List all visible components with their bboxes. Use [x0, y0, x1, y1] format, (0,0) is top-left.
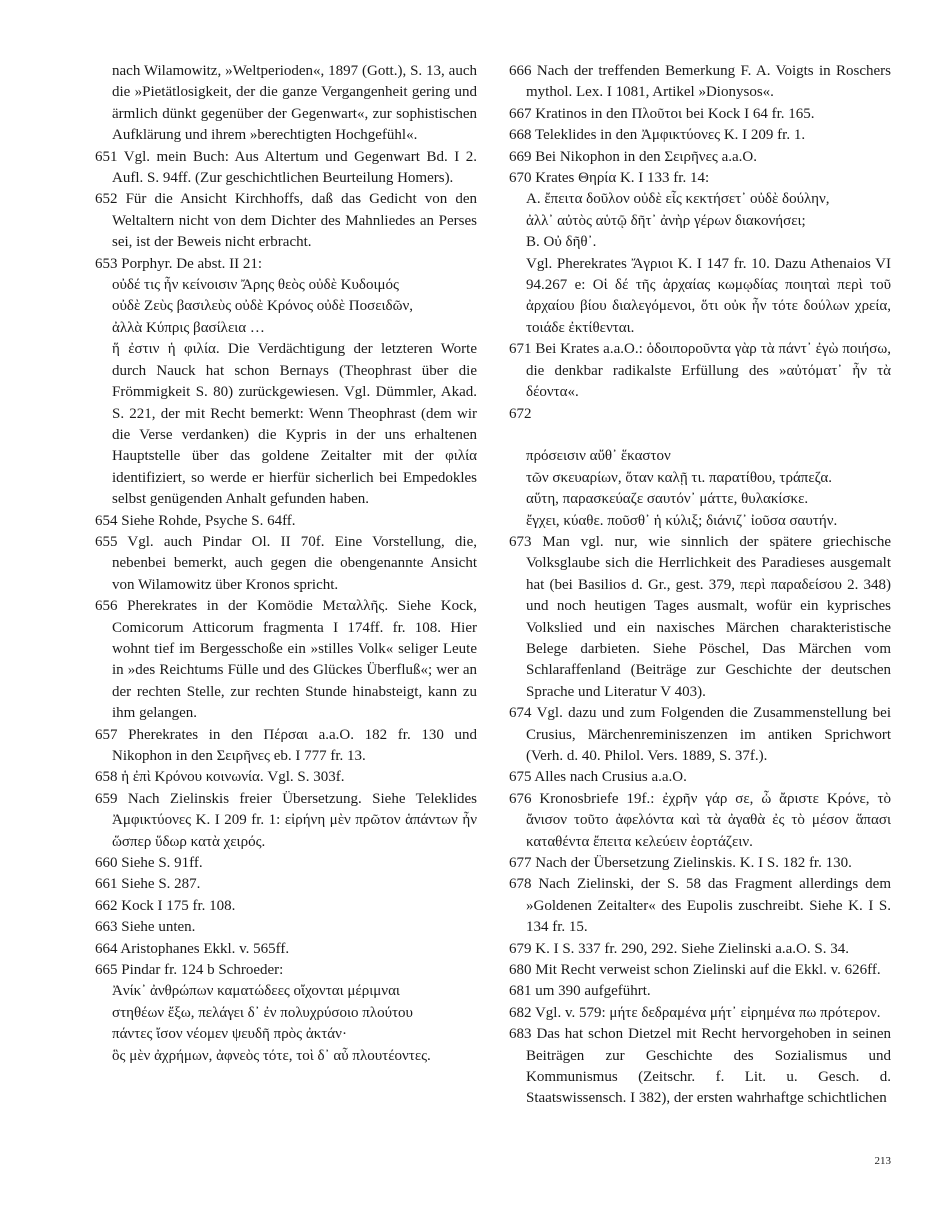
footnote-text: 669 Bei Nikophon in den Σειρῆνες a.a.O. — [509, 148, 757, 165]
footnote — [95, 896, 477, 917]
footnote — [509, 789, 891, 853]
footnote-text: 665 Pindar fr. 124 b Schroeder: — [95, 962, 284, 979]
footnote-text: 668 Teleklides in den Ἀμφικτύονες K. I 209 fr. 1. — [509, 127, 806, 144]
footnote-text-continued: Vgl. Pherekrates Ἄγριοι K. I 147 fr. 10. Dazu Athenaios VI 94.267 e: Οἱ δέ τῆς ἀρχαίας κωμῳδίας ποιηταὶ περὶ τοῦ ἀρχαίου βίου διαλεγόμενοι, ὅτι οὐκ ἦν τότε δούλων χρεία, τοιάδε ἐκτίθενται. — [526, 255, 891, 336]
footnote-text: 672 — [509, 405, 532, 422]
footnote — [509, 147, 891, 168]
footnote — [509, 939, 891, 960]
footnote — [95, 917, 477, 938]
footnote-text: 654 Siehe Rohde, Psyche S. 64ff. — [95, 512, 296, 529]
footnote-text: 657 Pherekrates in den Πέρσαι a.a.O. 182 fr. 130 und Nikophon in den Σειρῆνες eb. I 777 fr. 13. — [95, 726, 477, 764]
footnote-text: 676 Kronosbriefe 19f.: ἐχρῆν γάρ σε, ὦ ἄριστε Κρόνε, τὸ ἄνισον τοῦτο ἀφελόντα καὶ τὰ ἀγαθὰ ἐς τὸ μέσον ἅπασι καταθέντα ἔπειτα κελεύειν ἑορτάζειν. — [509, 790, 891, 850]
footnote-continuation — [95, 61, 477, 147]
quoted-verse-line: οὐδέ τις ἦν κείνοισιν Ἄρης θεὸς οὐδὲ Κυδοιμός — [112, 277, 399, 294]
quoted-verse-line: B. Οὐ δῆθ᾽. — [526, 234, 597, 251]
quoted-verse-line: πρόσεισιν αὔθ᾽ ἕκαστον — [526, 448, 671, 465]
footnote-text: 661 Siehe S. 287. — [95, 876, 201, 893]
footnote — [509, 532, 891, 703]
footnote-text: 659 Nach Zielinskis freier Übersetzung. Siehe Teleklides Ἀμφικτύονες K. I 209 fr. 1: εἰρήνη μὲν πρῶτον ἁπάντων ἦν ὥσπερ ὕδωρ κατὰ χειρός. — [95, 790, 477, 850]
footnote-text: 653 Porphyr. De abst. II 21: — [95, 255, 263, 272]
footnote — [509, 61, 891, 104]
quoted-verse-line: αὕτη, παρασκεύαζε σαυτόν᾽ μάττε, θυλακίσκε. — [526, 491, 809, 508]
footnote — [95, 189, 477, 253]
footnote — [95, 874, 477, 895]
footnote-text: 670 Krates Θηρία K. I 133 fr. 14: — [509, 170, 710, 187]
footnote-text: 651 Vgl. mein Buch: Aus Altertum und Gegenwart Bd. I 2. Aufl. S. 94ff. (Zur geschichtlichen Beurteilung Homers). — [95, 148, 477, 187]
quoted-verse-line: στηθέων ἔξω, πελάγει δ᾽ ἐν πολυχρύσοιο πλούτου — [112, 1004, 413, 1021]
footnote-text: 677 Nach der Übersetzung Zielinskis. K. I S. 182 fr. 130. — [509, 855, 852, 872]
footnote-text: 655 Vgl. auch Pindar Ol. II 70f. Eine Vorstellung, die, nebenbei bemerkt, auch gegen die obengenannte Ansicht von Wilamowitz über Kronos spricht. — [95, 533, 477, 593]
footnote — [95, 939, 477, 960]
footnote-text-continued: ἥ ἐστιν ἡ φιλία. Die Verdächtigung der letzteren Worte durch Nauck hat schon Bernays (Theophrast über die Frömmigkeit S. 80) zurückgewiesen. Vgl. Dümmler, Akad. S. 221, der mit Recht bemerkt: Wenn Theophrast (dem wir die Verse verdanken) die Kypris in der uns erhaltenen Hauptstelle über das goldene Zeitalter mit der φιλία identifiziert, so werde er hierfür sicherlich bei Empedokles selbst genügenden Anhalt gefunden haben. — [112, 341, 477, 508]
footnote-text: 673 Man vgl. nur, wie sinnlich der spätere griechische Volksglaube sich die Herrlichkeit des Paradieses ausgemalt hat (bei Basilios d. Gr., gest. 379, περὶ παραδείσου 2. 348) und noch heutigen Tages ausmalt, wofür ein kyprisches Volkslied und ein naxisches Märchen charakteristische Belege darbieten. Siehe Pöschel, Das Märchen vom Schlaraffenland (Beiträge zur Geschichte der deutschen Sprache und Literatur V 403). — [509, 533, 891, 700]
footnote-text: 656 Pherekrates in der Komödie Μεταλλῆς. Siehe Kock, Comicorum Atticorum fragmenta I 174ff. fr. 108. Hier wohnt tief im Bergesschoße ein »stilles Volk« seliger Leute in »des Reichtums Fülle und des Glückes Überfluß«; wer an der rechten Stelle, zur rechten Stunde hinabsteigt, kann zu ihm gelangen. — [95, 598, 477, 722]
quoted-verse-line: Ἀνίκ᾽ ἀνθρώπων καματώδεες οἴχονται μέριμναι — [112, 983, 400, 1000]
footnote-text: 660 Siehe S. 91ff. — [95, 855, 203, 872]
footnote — [95, 147, 477, 190]
quoted-verse-line: ἔγχει, κύαθε. ποῦσθ᾽ ἡ κύλιξ; διάνιζ᾽ ἰοῦσα σαυτήν. — [526, 512, 838, 529]
footnote-text: 663 Siehe unten. — [95, 919, 196, 936]
footnote — [95, 960, 477, 1067]
footnote — [95, 853, 477, 874]
left-column — [95, 61, 477, 1067]
footnote-text: 675 Alles nach Crusius a.a.O. — [509, 769, 687, 786]
footnote-text: 681 um 390 aufgeführt. — [509, 983, 651, 1000]
footnote-text: 680 Mit Recht verweist schon Zielinski auf die Ekkl. v. 626ff. — [509, 962, 881, 979]
footnote-text: nach Wilamowitz, »Weltperioden«, 1897 (Gott.), S. 13, auch die »Pietätlosigkeit, der die ganze Vergangenheit gering und ärmlich dünkt gegenüber der Gegenwart«, zur sophistischen Aufklärung und ihrem »berechtigten Hochgefühl«. — [112, 63, 477, 144]
footnote-text: 667 Kratinos in den Πλοῦτοι bei Kock I 64 fr. 165. — [509, 105, 815, 122]
footnote — [509, 703, 891, 767]
footnote — [509, 853, 891, 874]
footnote-text: 678 Nach Zielinski, der S. 58 das Fragment allerdings dem »Goldenen Zeitalter« des Eupolis zuschreibt. Siehe K. I S. 134 fr. 15. — [509, 876, 891, 936]
footnote-text: 683 Das hat schon Dietzel mit Recht hervorgehoben in seinen Beiträgen zur Geschichte des Sozialismus und Kommunismus (Zeitschr. f. Lit. u. Gesch. d. Staatswissensch. I 382), der ersten wahrhaftge schichtlichen — [509, 1026, 891, 1107]
footnote-text: 652 Für die Ansicht Kirchhoffs, daß das Gedicht von den Weltaltern nicht von dem Dichter des Mahnliedes an Perses sei, ist der Beweis nicht erbracht. — [95, 191, 477, 251]
footnote — [509, 1003, 891, 1024]
footnote-text: 682 Vgl. v. 579: μήτε δεδραμένα μήτ᾽ εἰρημένα πω πρότερον. — [509, 1004, 881, 1021]
footnote — [509, 1024, 891, 1110]
quoted-verse-line: ἀλλ᾽ αὐτὸς αὑτῷ δῆτ᾽ ἀνὴρ γέρων διακονήσει; — [526, 212, 806, 229]
footnote — [509, 874, 891, 938]
footnote — [95, 789, 477, 853]
page-number: 213 — [874, 1155, 891, 1167]
footnote-text: 671 Bei Krates a.a.O.: ὁδοιποροῦντα γὰρ τὰ πάντ᾽ ἐγὼ ποιήσω, die denkbar radikalste Erfüllung des »αὐτόματ᾽ ἦν τὰ δέοντα«. — [509, 341, 891, 401]
quoted-verse-line: τῶν σκευαρίων, ὅταν καλῇ τι. παρατίθου, τράπεζα. — [526, 469, 832, 486]
footnote-text: 679 K. I S. 337 fr. 290, 292. Siehe Zielinski a.a.O. S. 34. — [509, 940, 849, 957]
footnote — [509, 404, 891, 532]
quoted-verse-line: ὃς μὲν ἀχρήμων, ἀφνεὸς τότε, τοὶ δ᾽ αὖ πλουτέοντες. — [112, 1047, 431, 1064]
footnote-text: 662 Kock I 175 fr. 108. — [95, 897, 236, 914]
quoted-verse-line: πάντες ἴσον νέομεν ψευδῆ πρὸς ἀκτάν· — [112, 1026, 347, 1043]
quoted-verse-line: A. ἔπειτα δοῦλον οὐδὲ εἷς κεκτήσετ᾽ οὐδὲ δούλην, — [526, 191, 830, 208]
footnote — [95, 767, 477, 788]
footnote-text: 664 Aristophanes Ekkl. v. 565ff. — [95, 940, 290, 957]
footnote — [95, 511, 477, 532]
footnote — [509, 104, 891, 125]
quoted-verse-line: οὐδὲ Ζεὺς βασιλεὺς οὐδὲ Κρόνος οὐδὲ Ποσειδῶν, — [112, 298, 414, 315]
footnote — [509, 767, 891, 788]
right-column — [509, 61, 891, 1110]
footnote-text: 666 Nach der treffenden Bemerkung F. A. Voigts in Roschers mythol. Lex. I 1081, Artikel »Dionysos«. — [509, 63, 891, 101]
quoted-verse-line: ἀλλὰ Κύπρις βασίλεια … — [112, 319, 265, 336]
footnote — [95, 254, 477, 511]
footnote — [95, 725, 477, 768]
footnote-text: 658 ἡ ἐπὶ Κρόνου κοινωνία. Vgl. S. 303f. — [95, 769, 345, 786]
footnote — [509, 125, 891, 146]
footnote — [509, 960, 891, 981]
footnote-text: 674 Vgl. dazu und zum Folgenden die Zusammenstellung bei Crusius, Märchenreminiszenzen im antiken Sprichwort (Verh. d. 40. Philol. Vers. 1889, S. 37f.). — [509, 705, 891, 764]
footnote — [509, 339, 891, 403]
footnote — [509, 168, 891, 339]
footnote — [509, 981, 891, 1002]
footnote — [95, 532, 477, 596]
footnote — [95, 596, 477, 724]
